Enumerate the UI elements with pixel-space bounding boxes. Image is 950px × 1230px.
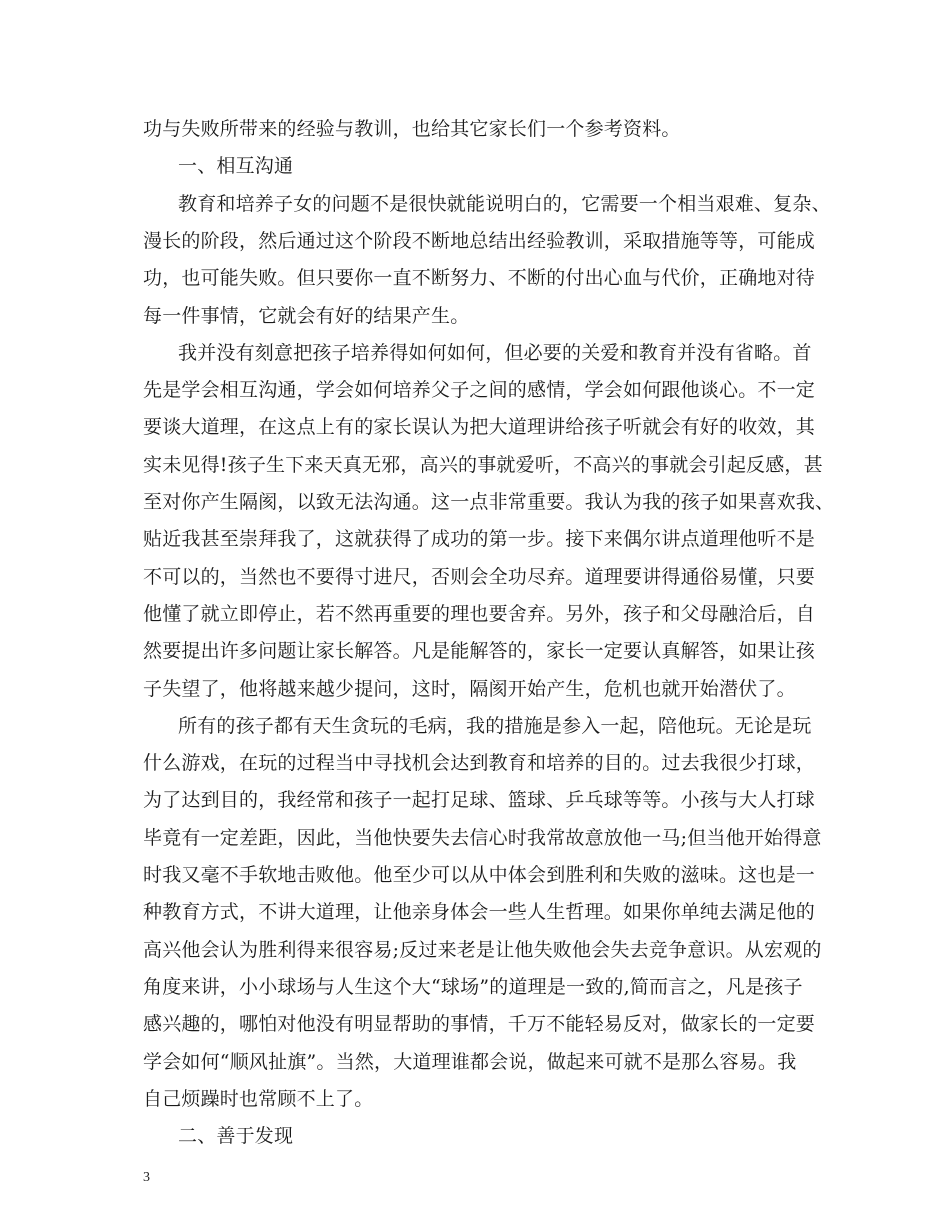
text-line: 先是学会相互沟通，学会如何培养父子之间的感情，学会如何跟他谈心。不一定 bbox=[143, 379, 816, 401]
text-line: 学会如何“顺风扯旗”。当然，大道理谁都会说，做起来可就不是那么容易。我 bbox=[143, 1051, 797, 1073]
text-line: 要谈大道理，在这点上有的家长误认为把大道理讲给孩子听就会有好的收效，其 bbox=[143, 416, 816, 438]
text-line: 然要提出许多问题让家长解答。凡是能解答的，家长一定要认真解答，如果让孩 bbox=[143, 640, 816, 662]
text-line: 不可以的，当然也不要得寸进尺，否则会全功尽弃。道理要讲得通俗易懂，只要 bbox=[143, 566, 816, 588]
section-heading: 二、善于发现 bbox=[178, 1125, 294, 1147]
page-number: 3 bbox=[143, 1170, 150, 1185]
text-line: 感兴趣的，哪怕对他没有明显帮助的事情，千万不能轻易反对，做家长的一定要 bbox=[143, 1013, 816, 1035]
text-line: 他懂了就立即停止，若不然再重要的理也要舍弃。另外，孩子和父母融洽后，自 bbox=[143, 603, 816, 625]
text-line: 子失望了，他将越来越少提问，这时，隔阂开始产生，危机也就开始潜伏了。 bbox=[143, 678, 796, 700]
text-line: 种教育方式，不讲大道理，让他亲身体会一些人生哲理。如果你单纯去满足他的 bbox=[143, 901, 816, 923]
text-line: 所有的孩子都有天生贪玩的毛病，我的措施是参入一起，陪他玩。无论是玩 bbox=[178, 715, 812, 737]
text-line: 自己烦躁时也常顾不上了。 bbox=[143, 1088, 374, 1110]
text-line: 我并没有刻意把孩子培养得如何如何，但必要的关爱和教育并没有省略。首 bbox=[178, 342, 812, 364]
text-line: 什么游戏，在玩的过程当中寻找机会达到教育和培养的目的。过去我很少打球， bbox=[143, 752, 816, 774]
text-line: 实未见得!孩子生下来天真无邪，高兴的事就爱听，不高兴的事就会引起反感，甚 bbox=[143, 454, 823, 476]
text-line: 功与失败所带来的经验与教训，也给其它家长们一个参考资料。 bbox=[143, 118, 681, 140]
text-line: 贴近我甚至崇拜我了，这就获得了成功的第一步。接下来偶尔讲点道理他听不是 bbox=[143, 528, 816, 550]
text-line: 至对你产生隔阂，以致无法沟通。这一点非常重要。我认为我的孩子如果喜欢我、 bbox=[143, 491, 835, 513]
text-line: 漫长的阶段，然后通过这个阶段不断地总结出经验教训，采取措施等等，可能成 bbox=[143, 230, 816, 252]
text-line: 教育和培养子女的问题不是很快就能说明白的，它需要一个相当艰难、复杂、 bbox=[178, 193, 831, 215]
text-line: 每一件事情，它就会有好的结果产生。 bbox=[143, 305, 470, 327]
text-line: 高兴他会认为胜利得来很容易;反过来老是让他失败他会失去竞争意识。从宏观的 bbox=[143, 939, 822, 961]
text-line: 毕竟有一定差距，因此，当他快要失去信心时我常故意放他一马;但当他开始得意 bbox=[143, 827, 822, 849]
text-line: 为了达到目的，我经常和孩子一起打足球、篮球、乒乓球等等。小孩与大人打球 bbox=[143, 789, 816, 811]
text-line: 功，也可能失败。但只要你一直不断努力、不断的付出心血与代价，正确地对待 bbox=[143, 267, 816, 289]
text-line: 角度来讲，小小球场与人生这个大“球场”的道理是一致的,简而言之，凡是孩子 bbox=[143, 976, 803, 998]
text-line: 时我又毫不手软地击败他。他至少可以从中体会到胜利和失败的滋味。这也是一 bbox=[143, 864, 816, 886]
section-heading: 一、相互沟通 bbox=[178, 155, 294, 177]
